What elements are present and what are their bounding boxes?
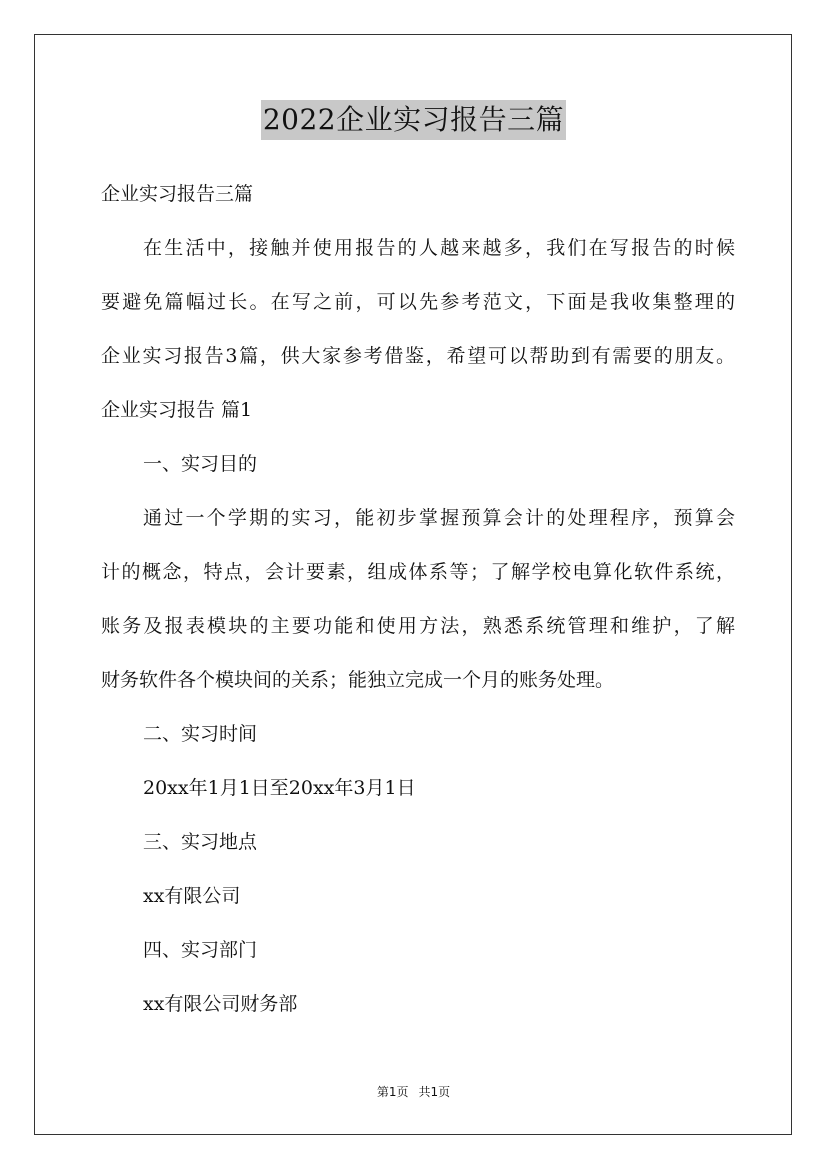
subsection-heading: 四、实习部门 [143, 939, 258, 961]
paragraph-line: 通过一个学期的实习，能初步掌握预算会计的处理程序，预算会 [143, 507, 735, 529]
paragraph-line: 20xx年1月1日至20xx年3月1日 [143, 777, 416, 799]
paragraph-line: xx有限公司财务部 [143, 993, 298, 1015]
subsection-heading: 二、实习时间 [143, 723, 258, 745]
page-footer [0, 1084, 827, 1100]
document-title: 2022企业实习报告三篇 [261, 100, 566, 140]
paragraph-line: 账务及报表模块的主要功能和使用方法，熟悉系统管理和维护，了解 [101, 615, 735, 637]
page-number: 第1页 [376, 1085, 409, 1099]
paragraph-line: xx有限公司 [143, 885, 241, 907]
page-total: 共1页 [418, 1085, 451, 1099]
heading-line: 企业实习报告三篇 [101, 183, 254, 205]
subsection-heading: 三、实习地点 [143, 831, 258, 853]
subsection-heading: 一、实习目的 [143, 453, 258, 475]
paragraph-line: 企业实习报告3篇，供大家参考借鉴，希望可以帮助到有需要的朋友。 [101, 345, 735, 367]
paragraph-line: 在生活中，接触并使用报告的人越来越多，我们在写报告的时候 [143, 237, 735, 259]
section-heading: 企业实习报告 篇1 [101, 399, 253, 421]
paragraph-line: 财务软件各个模块间的关系；能独立完成一个月的账务处理。 [101, 669, 615, 691]
title-container [0, 100, 827, 140]
paragraph-line: 要避免篇幅过长。在写之前，可以先参考范文，下面是我收集整理的 [101, 291, 735, 313]
paragraph-line: 计的概念，特点，会计要素，组成体系等；了解学校电算化软件系统， [101, 561, 735, 583]
